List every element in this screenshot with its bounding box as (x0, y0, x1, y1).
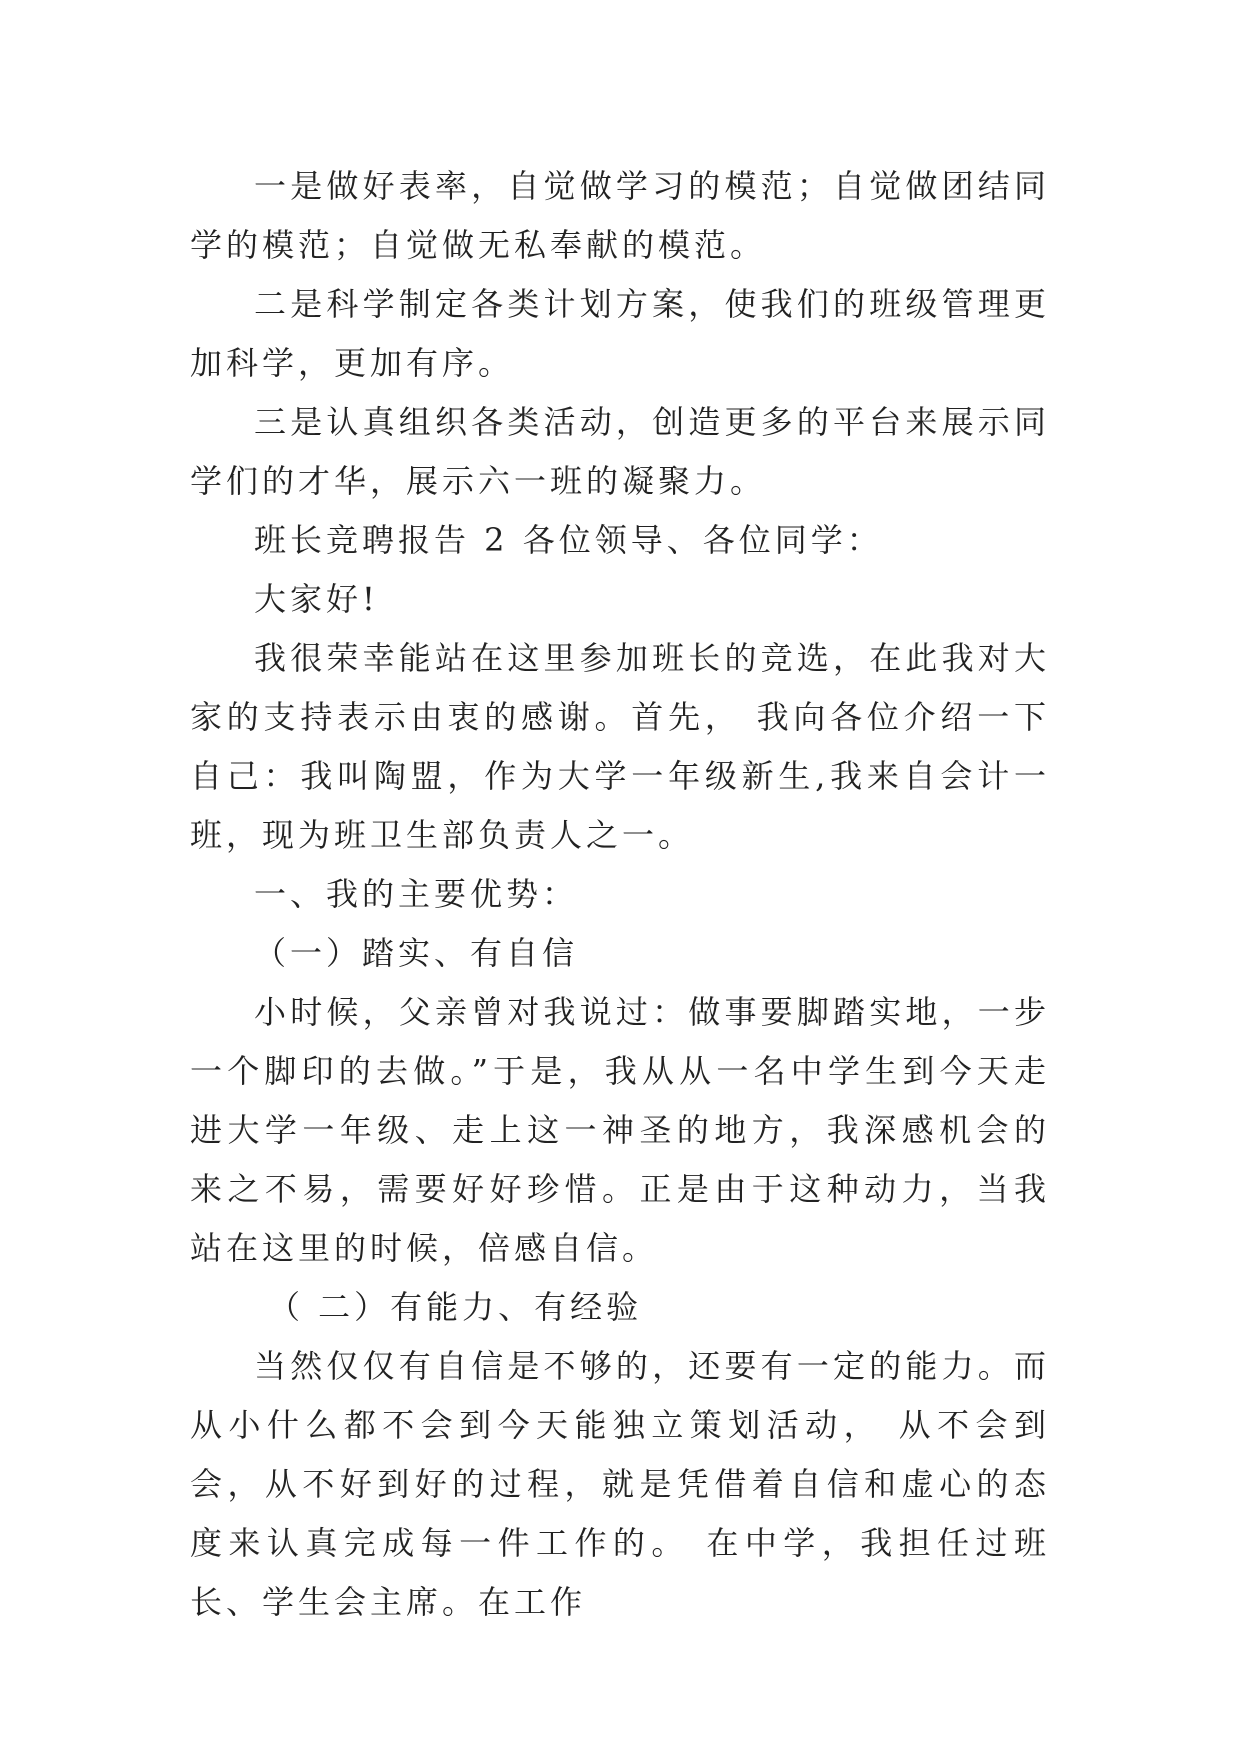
paragraph-father-advice: 小时候，父亲曾对我说过：做事要脚踏实地，一步一个脚印的去做。”于是，我从从一名中学生到今天走进大学一年级、走上这一神圣的地方，我深感机会的来之不易，需要好好珍惜。正是由于这种动力，当我站在这里的时候，倍感自信。 (190, 993, 1050, 1267)
paragraph-hello: 大家好! (254, 580, 379, 618)
paragraph-report-title-greeting: 班长竞聘报告 2 各位领导、各位同学： (254, 521, 883, 559)
paragraph-role-model: 一是做好表率，自觉做学习的模范；自觉做团结同学的模范；自觉做无私奉献的模范。 (190, 167, 1050, 264)
paragraph-self-introduction: 我很荣幸能站在这里参加班长的竞选，在此我对大家的支持表示由衷的感谢。首先， 我向各位介绍一下自己：我叫陶盟，作为大学一年级新生,我来自会计一班，现为班卫生部负责人之一。 (190, 639, 1050, 854)
subsection-heading-confidence: （一）踏实、有自信 (254, 934, 579, 972)
paragraph-planning: 二是科学制定各类计划方案，使我们的班级管理更加科学，更加有序。 (190, 285, 1050, 382)
subsection-heading-ability: （ 二）有能力、有经验 (268, 1288, 643, 1326)
paragraph-activities: 三是认真组织各类活动，创造更多的平台来展示同学们的才华，展示六一班的凝聚力。 (190, 403, 1050, 500)
document-body (190, 157, 1050, 1632)
paragraph-ability-experience: 当然仅仅有自信是不够的，还要有一定的能力。而从小什么都不会到今天能独立策划活动， 从不会到会，从不好到好的过程，就是凭借着自信和虚心的态度来认真完成每一件工作的。 在中学，我担任过班长、学生会主席。在工作 (190, 1347, 1050, 1621)
section-heading-advantages: 一、我的主要优势： (254, 875, 579, 913)
